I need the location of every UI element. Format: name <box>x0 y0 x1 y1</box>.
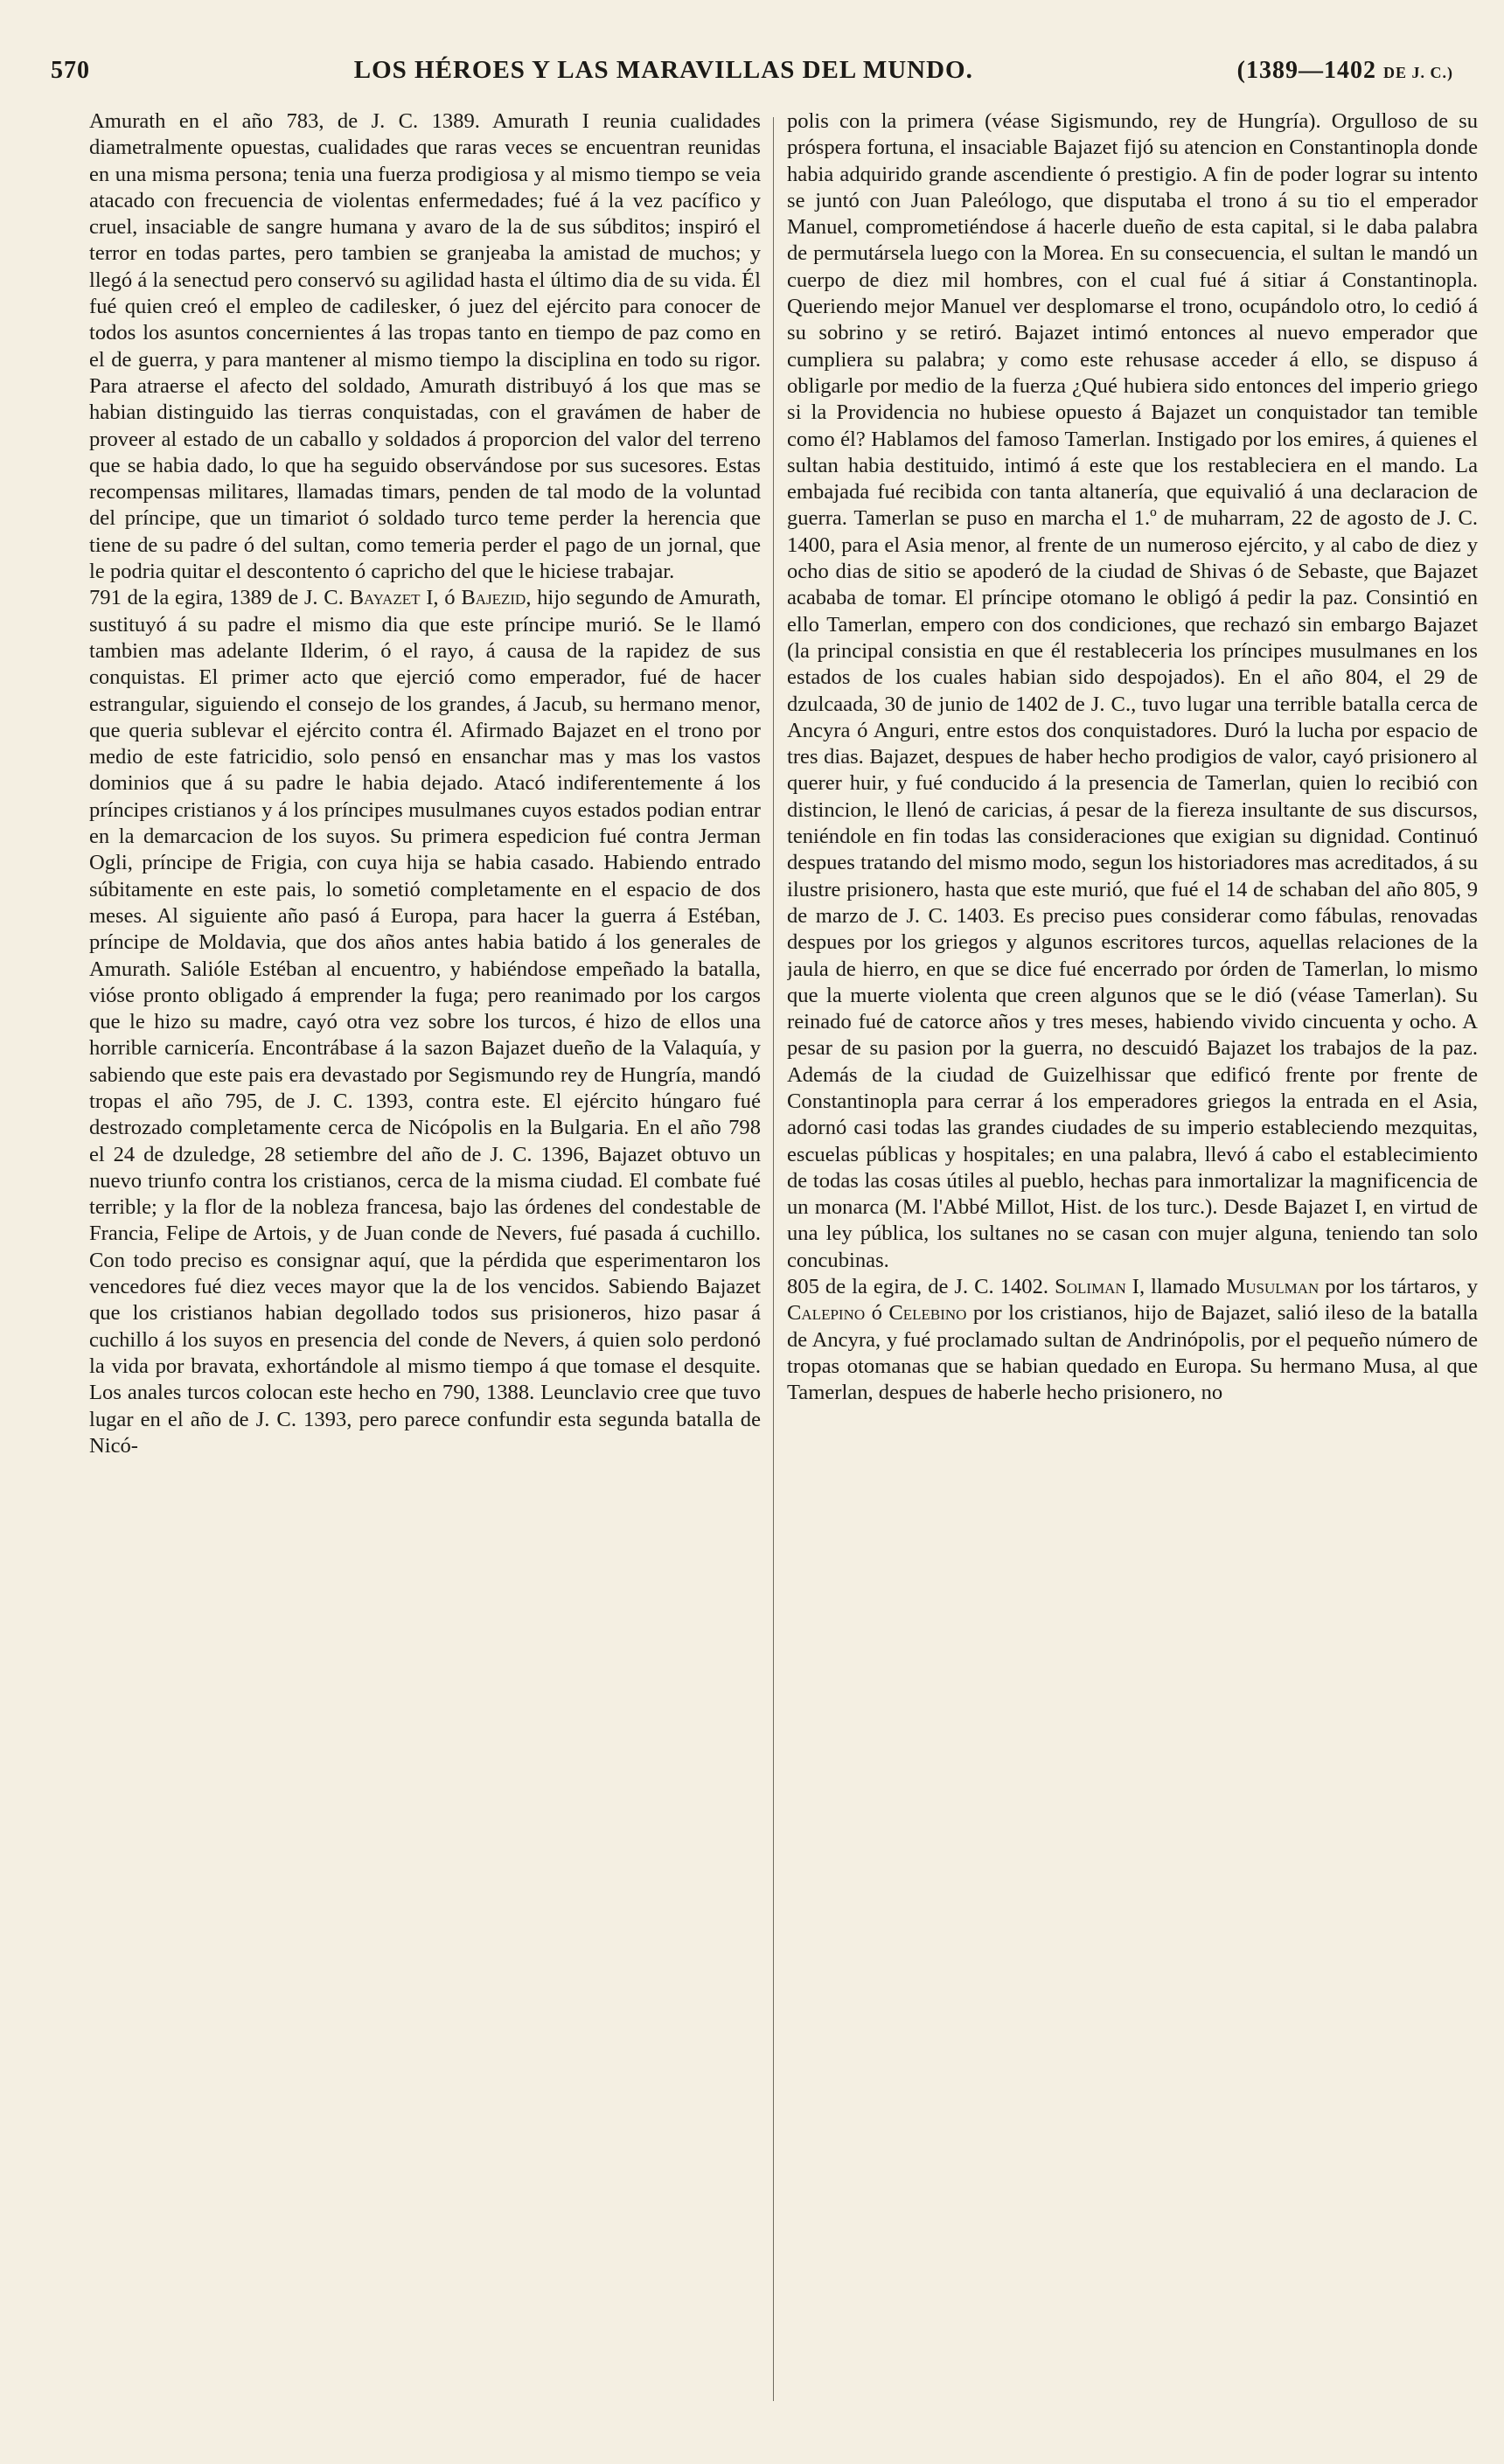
entry-connector: ó <box>871 1301 882 1326</box>
paragraph-soliman <box>787 1274 1478 1406</box>
entry-date: 791 de la egira, 1389 de J. C. <box>89 586 344 610</box>
paragraph-amurath: Amurath en el año 783, de J. C. 1389. Amurath I reunia cualidades diametralmente opuestas, cualidades que raras veces se encuentran reunidas en una misma persona; tenia una fuerza prodigiosa y al mismo tiempo se veia atacado con frecuencia de violentas enfermedades; fué á la vez pacífico y cruel, insaciable de sangre humana y avaro de la de sus súbditos; inspiró el terror en todas partes, pero tambien se granjeaba la amistad de muchos; y llegó á la senectud pero conservó su agilidad hasta el último dia de su vida. Él fué quien creó el empleo de cadilesker, ó juez del ejército para conocer de todos los asuntos concernientes á las tropas tanto en tiempo de paz como en el de guerra, y para mantener al mismo tiempo la disciplina en todo su rigor. Para atraerse el afecto del soldado, Amurath distribuyó á los que mas se habian distinguido las tierras conquistadas, con el gravámen de haber de proveer al estado de un caballo y soldados á proporcion del valor del terreno que se habia dado, lo que ha seguido observándose por sus sucesores. Estas recompensas militares, llamadas timars, penden de tal modo de la voluntad del príncipe, que un timariot ó soldado turco teme perder la herencia que tiene de su padre ó del sultan, como temeria perder el pago de un jornal, que le podria quitar el descontento ó capricho del que le hiciese trabajar. <box>89 109 761 584</box>
left-column <box>89 108 761 2408</box>
entry-name: Bayazet I <box>349 586 434 610</box>
page-number: 570 <box>51 57 90 84</box>
date-range-era: DE J. C.) <box>1383 64 1453 81</box>
entry-alt-name: Calepino <box>787 1301 866 1326</box>
paragraph-bayazet-continued: polis con la primera (véase Sigismundo, rey de Hungría). Orgulloso de su próspera fortuna, el insaciable Bajazet fijó su atencion en Constantinopla donde habia adquirido grande ascendiente ó prestigio. A fin de poder lograr su intento se juntó con Juan Paleólogo, que disputaba el trono á su tio el emperador Manuel, comprometiéndose á hacerle dueño de esta capital, si le daba palabra de permutársela luego con la Morea. En su consecuencia, el sultan le mandó un cuerpo de diez mil hombres, con el cual fué á sitiar á Constantinopla. Queriendo mejor Manuel ver desplomarse el trono, ocupándolo otro, lo cedió á su sobrino y se retiró. Bajazet intimó entonces al nuevo emperador que cumpliera su palabra; y como este rehusase acceder á ello, se dispuso á obligarle por medio de la fuerza ¿Qué hubiera sido entonces del imperio griego si la Providencia no hubiese opuesto á Bajazet un conquistador tan temible como él? Hablamos del famoso Tamerlan. Instigado por los emires, á quienes el sultan habia destituido, intimó á este que los restableciera en el mando. La embajada fué recibida con tanta altanería, que equivalió á una declaracion de guerra. Tamerlan se puso en marcha el 1.º de muharram, 22 de agosto de J. C. 1400, para el Asia menor, al frente de un numeroso ejército, y al cabo de diez y ocho dias de sitio se apoderó de la ciudad de Shivas ó de Sebaste, que Bajazet acababa de tomar. El príncipe otomano le obligó á pedir la paz. Consintió en ello Tamerlan, empero con dos condiciones, que rechazó sin embargo Bajazet (la principal consistia en que él restableceria los príncipes musulmanes en los estados de los cuales habian sido despojados). En el año 804, el 29 de dzulcaada, 30 de junio de 1402 de J. C., tuvo lugar una terrible batalla cerca de Ancyra ó Anguri, entre estos dos conquistadores. Duró la lucha por espacio de tres dias. Bajazet, despues de haber hecho prodigios de valor, cayó prisionero al querer huir, y fué conducido á la presencia de Tamerlan, quien lo recibió con distincion, le llenó de caricias, á pesar de la fiereza insultante de sus discursos, teniéndole en fin todas las consideraciones que exigian su dignidad. Continuó despues tratando del mismo modo, segun los historiadores mas acreditados, á su ilustre prisionero, hasta que este murió, que fué el 14 de schaban del año 805, 9 de marzo de J. C. 1403. Es preciso pues considerar como fábulas, renovadas despues por los griegos y algunos escritores turcos, aquellas relaciones de la jaula de hierro, en que se dice fué encerrado por órden de Tamerlan, lo mismo que la muerte violenta que creen algunos que se le dió (véase Tamerlan). Su reinado fué de catorce años y tres meses, habiendo vivido cincuenta y ocho. A pesar de su pasion por la guerra, no descuidó Bajazet los trabajos de la paz. Además de la ciudad de Guizelhissar que edificó frente por frente de Constantinopla para cerrar á los emperadores griegos la entrada en el Asia, adornó casi todas las grandes ciudades de su imperio estableciendo mezquitas, escuelas públicas y hospitales; en una palabra, llevó á cabo el establecimiento de todas las cosas útiles al pueblo, hechas para inmortalizar la magnificencia de un monarca (M. l'Abbé Millot, Hist. de los turc.). Desde Bajazet I, en virtud de una ley pública, los sultanes no se casan con mujer alguna, teniendo tan solo concubinas. <box>787 109 1478 1272</box>
entry-body: , hijo segundo de Amurath, sustituyó á su padre el mismo dia que este príncipe murió. Se le llamó tambien mas adelante Ilderim, ó el rayo, á causa de la rapidez de sus conquistas. El primer acto que ejerció como emperador, fué de hacer estrangular, siguiendo el consejo de los grandes, á Jacub, su hermano menor, que queria sublevar el ejército contra él. Afirmado Bajazet en el trono por medio de este fatricidio, solo pensó en ensanchar mas y mas los vastos dominios que á su padre le habia dejado. Atacó indiferentemente á los príncipes cristianos y á los príncipes musulmanes cuyos estados podian entrar en la demarcacion de los suyos. Su primera espedicion fué contra Jerman Ogli, príncipe de Frigia, con cuya hija se habia casado. Habiendo entrado súbitamente en este pais, lo sometió completamente en el espacio de dos meses. Al siguiente año pasó á Europa, para hacer la guerra á Estéban, príncipe de Moldavia, que dos años antes habia batido á los generales de Amurath. Salióle Estéban al encuentro, y habiéndose empeñado la batalla, vióse pronto obligado á emprender la fuga; pero reanimado por los cargos que le hizo su madre, cayó otra vez sobre los turcos, é hizo de ellos una horrible carnicería. Encontrábase á la sazon Bajazet dueño de la Valaquía, y sabiendo que este pais era devastado por Segismundo rey de Hungría, mandó tropas el año 795, de J. C. 1393, contra este. El ejército húngaro fué destrozado completamente cerca de Nicópolis en la Bulgaria. En el año 798 el 24 de dzuledge, 28 setiembre del año de J. C. 1396, Bajazet obtuvo un nuevo triunfo contra los cristianos, cerca de la misma ciudad. El combate fué terrible; y la flor de la nobleza francesa, bajo las órdenes del condestable de Francia, Felipe de Artois, y de Juan conde de Nevers, fué pasada á cuchillo. Con todo preciso es consignar aquí, que la pérdida que esperimentaron los vencedores fué diez veces mayor que la de los vencidos. Sabiendo Bajazet que los cristianos habian degollado todos sus prisioneros, hizo pasar á cuchillo á los suyos en presencia del conde de Nevers, á quien solo perdonó la vida por bravata, exhortándole al mismo tiempo á que tomase el desquite. Los anales turcos colocan este hecho en 790, 1388. Leunclavio cree que tuvo lugar en el año de J. C. 1393, pero parece confundir esta segunda batalla de Nicó- <box>89 586 761 1458</box>
column-divider <box>773 117 774 2401</box>
entry-name: Soliman I <box>1055 1275 1139 1299</box>
entry-connector: por los tártaros, y <box>1325 1275 1478 1299</box>
date-range-years: (1389—1402 <box>1236 57 1376 84</box>
running-header <box>51 56 1453 105</box>
entry-alt-name: Musulman <box>1226 1275 1319 1299</box>
entry-date: 805 de la egira, de J. C. 1402. <box>787 1275 1049 1299</box>
date-range <box>1237 57 1453 85</box>
entry-alt-name: Bajezid <box>461 586 526 610</box>
entry-connector: , ó <box>433 586 456 610</box>
entry-body: por los cristianos, hijo de Bajazet, salió ileso de la batalla de Ancyra, y fué proclamado sultan de Andrinópolis, por el pequeño número de tropas otomanas que se habian quedado en Europa. Su hermano Musa, al que Tamerlan, despues de haberle hecho prisionero, no <box>787 1301 1478 1405</box>
running-title: LOS HÉROES Y LAS MARAVILLAS DEL MUNDO. <box>353 56 973 84</box>
entry-alt-name: Celebino <box>888 1301 967 1326</box>
entry-connector: , llamado <box>1138 1275 1221 1299</box>
paragraph-bayazet <box>89 585 761 1459</box>
right-column <box>787 108 1478 2408</box>
